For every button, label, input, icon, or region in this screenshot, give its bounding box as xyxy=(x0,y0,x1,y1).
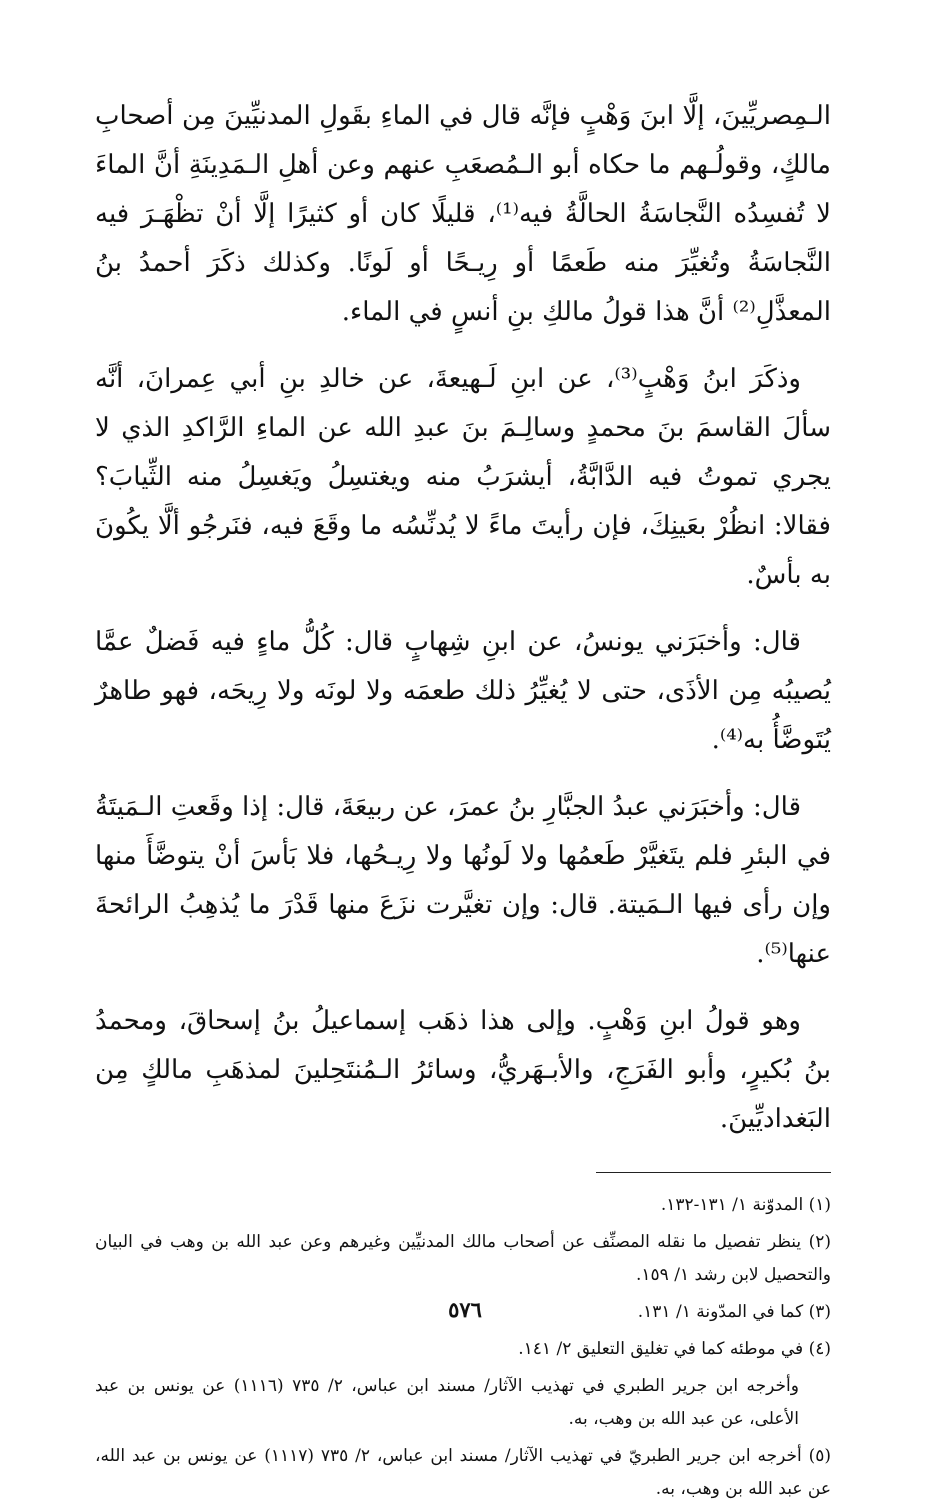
main-text xyxy=(95,92,831,1144)
main-paragraph: وذكَرَ ابنُ وَهْبٍ⁽³⁾، عن ابنِ لَـهيعةَ، عن خالدِ بنِ أبي عِمرانَ، أنَّه سألَ القاسمَ بنَ محمدٍ وسالِـمَ بنَ عبدِ الله عن الماءِ الرَّاكدِ الذي لا يجري تموتُ فيه الدَّابَّةُ، أيشرَبُ منه ويغتسِلُ ويَغسِلُ منه الثِّيابَ؟ فقالا: انظُرْ بعَينِكَ، فإن رأيتَ ماءً لا يُدنِّسُه ما وقَعَ فيه، فنَرجُو ألَّا يكُونَ به بأسٌ. xyxy=(95,364,831,590)
main-paragraph: قال: وأخبَرَني عبدُ الجبَّارِ بنُ عمرَ، عن ربيعَةَ، قال: إذا وقَعتِ الـمَيتَةُ في البئرِ فلم يتَغيَّرْ طَعمُها ولا لَونُها ولا رِيـحُها، فلا بَأسَ أنْ يتوضَّأَ منها وإن رأى فيها الـمَيتة. قال: وإن تغيَّرت نزَعَ منها قَدْرَ ما يُذهِبُ الرائحةَ عنها⁽⁵⁾. xyxy=(95,792,831,969)
main-paragraph: وهو قولُ ابنِ وَهْبٍ. وإلى هذا ذهَب إسماعيلُ بنُ إسحاقَ، ومحمدُ بنُ بُكيرٍ، وأبو الفَرَجِ، والأبـهَريُّ، وسائرُ الـمُنتَحِلينَ لمذهَبِ مالكٍ مِن البَغداديِّينَ. xyxy=(95,1006,831,1134)
footnotes xyxy=(95,1189,831,1506)
footnote: (١) المدوّنة ١/ ١٣١-١٣٢. xyxy=(660,1195,831,1215)
footnote-continuation: وأخرجه ابن جرير الطبري في تهذيب الآثار/ مسند ابن عباس، ٢/ ٧٣٥ (١١١٦) عن يونس بن عبد الأعلى، عن عبد الله بن وهب، به. xyxy=(95,1376,799,1429)
page-number: ٥٧٦ xyxy=(448,1297,482,1322)
footnote-separator xyxy=(596,1172,831,1173)
footnote: (٣) كما في المدّونة ١/ ١٣١. xyxy=(637,1302,831,1322)
main-paragraph: قال: وأخبَرَني يونسُ، عن ابنِ شِهابٍ قال: كُلُّ ماءٍ فيه فَضلٌ عمَّا يُصيبُه مِن الأذَى، حتى لا يُغيِّرُ ذلك طعمَه ولا لونَه ولا رِيحَه، فهو طاهرٌ يُتَوضَّأُ به⁽⁴⁾. xyxy=(95,627,831,755)
main-paragraph: الـمِصريِّينَ، إلَّا ابنَ وَهْبٍ فإنَّه قال في الماءِ بقَولِ المدنيِّينَ مِن أصحابِ مالكٍ، وقولُـهم ما حكاه أبو الـمُصعَبِ عنهم وعن أهلِ الـمَدِينَةِ أنَّ الماءَ لا تُفسِدُه النَّجاسَةُ الحالَّةُ فيه⁽¹⁾، قليلًا كان أو كثيرًا إلَّا أنْ تظْهَـرَ فيه النَّجاسَةُ وتُغيِّرَ منه طَعمًا أو رِيـحًا أو لَونًا. وكذلك ذكَرَ أحمدُ بنُ المعذَّلِ⁽²⁾ أنَّ هذا قولُ مالكِ بنِ أنسٍ في الماء. xyxy=(95,101,831,327)
footnote: (٤) في موطئه كما في تغليق التعليق ٢/ ١٤١. xyxy=(518,1339,831,1359)
footnote: (٥) أخرجه ابن جرير الطبريّ في تهذيب الآثار/ مسند ابن عباس، ٢/ ٧٣٥ (١١١٧) عن يونس بن عبد الله، عن عبد الله بن وهب، به. xyxy=(95,1446,831,1499)
footnote: (٢) ينظر تفصيل ما نقله المصنِّف عن أصحاب مالك المدنيِّين وغيرهم وعن عبد الله بن وهب في البيان والتحصيل لابن رشد ١/ ١٥٩. xyxy=(95,1232,831,1285)
